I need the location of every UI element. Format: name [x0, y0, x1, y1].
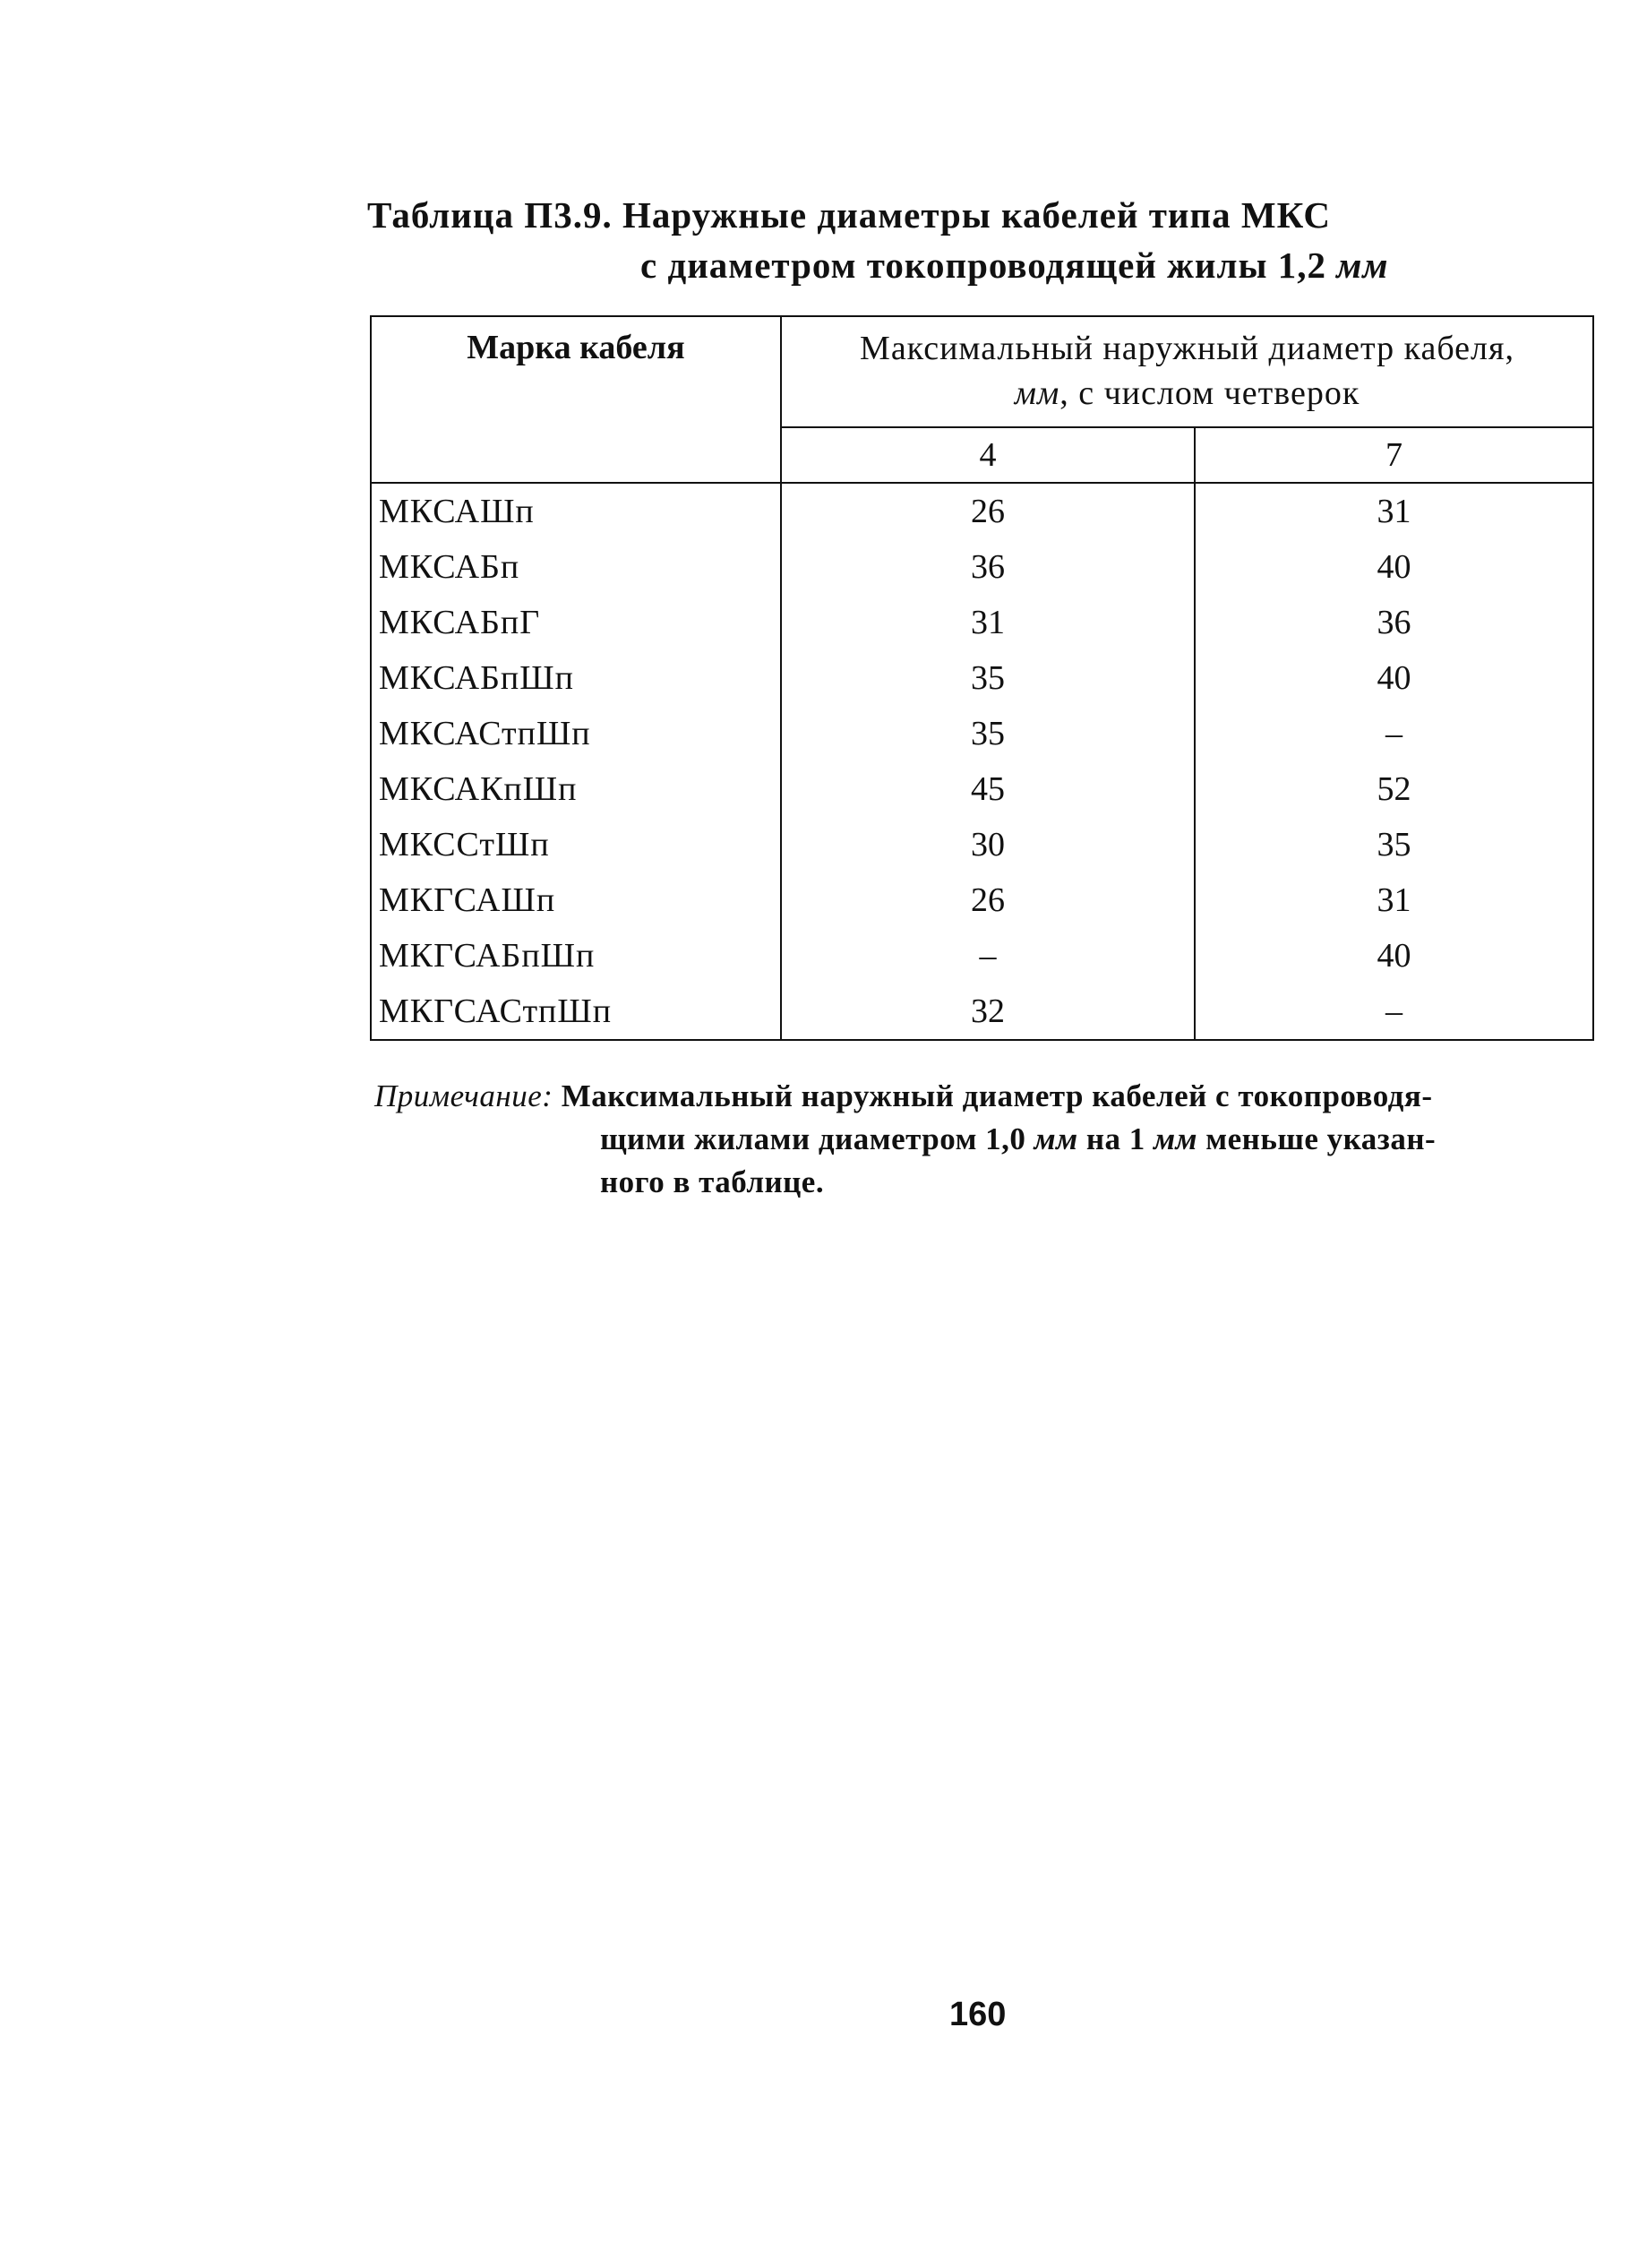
note-line-2 — [374, 1118, 1592, 1161]
column-header-4: 4 — [781, 427, 1195, 483]
caption-line-1: Таблица П3.9. Наружные диаметры кабелей типа МКС — [367, 194, 1331, 236]
cable-brand-cell: МКСАШп — [371, 483, 781, 539]
note-unit-2: мм — [1154, 1121, 1198, 1156]
diameter-7-cell: 40 — [1195, 539, 1593, 595]
table-row — [371, 706, 1593, 761]
diameter-7-cell: 40 — [1195, 650, 1593, 706]
diameter-7-cell: 52 — [1195, 761, 1593, 817]
table-note — [374, 1075, 1592, 1204]
note-line-3: ного в таблице. — [600, 1164, 825, 1199]
diameter-4-cell: 35 — [781, 706, 1195, 761]
caption-line-2 — [367, 240, 1514, 290]
diameter-4-cell: 45 — [781, 761, 1195, 817]
table-row — [371, 539, 1593, 595]
group-header-unit: мм — [1014, 374, 1060, 412]
diameter-4-cell: 26 — [781, 872, 1195, 928]
table-row — [371, 928, 1593, 984]
table-header-row — [371, 316, 1593, 427]
table-row — [371, 650, 1593, 706]
table-row — [371, 984, 1593, 1040]
cable-brand-cell: МКСАБпГ — [371, 595, 781, 650]
note-unit-1: мм — [1034, 1121, 1078, 1156]
table-row — [371, 595, 1593, 650]
cable-brand-cell: МКГСАСтпШп — [371, 984, 781, 1040]
note-line-1-text: Максимальный наружный диаметр кабелей с токопроводя- — [553, 1078, 1433, 1113]
diameter-7-cell: 35 — [1195, 817, 1593, 872]
diameter-7-cell: 31 — [1195, 872, 1593, 928]
diameter-7-cell: 40 — [1195, 928, 1593, 984]
column-header-7: 7 — [1195, 427, 1593, 483]
note-line-2-a: щими жилами диаметром 1,0 — [600, 1121, 1034, 1156]
diameter-7-cell: – — [1195, 984, 1593, 1040]
note-label: Примечание: — [374, 1078, 553, 1113]
table-row — [371, 817, 1593, 872]
cable-brand-cell: МКСАБп — [371, 539, 781, 595]
diameter-4-cell: 31 — [781, 595, 1195, 650]
brand-column-header: Марка кабеля — [371, 316, 781, 483]
note-line-2-b: на 1 — [1077, 1121, 1154, 1156]
cable-brand-cell: МКСАБпШп — [371, 650, 781, 706]
page-number: 160 — [949, 1996, 1007, 2033]
group-header-rest: , с числом четверок — [1059, 374, 1360, 412]
cable-brand-cell: МКГСАБпШп — [371, 928, 781, 984]
note-line-1 — [374, 1075, 1592, 1118]
diameter-7-cell: – — [1195, 706, 1593, 761]
caption-line-2-text: с диаметром токопроводящей жилы 1,2 — [640, 245, 1337, 286]
table-row — [371, 483, 1593, 539]
table-body — [371, 483, 1593, 1040]
diameter-7-cell: 31 — [1195, 483, 1593, 539]
table-caption — [367, 190, 1514, 290]
group-header-line-1: Максимальный наружный диаметр кабеля, — [860, 330, 1514, 367]
cable-diameter-table — [370, 315, 1594, 1041]
cable-brand-cell: МКССтШп — [371, 817, 781, 872]
diameter-4-cell: – — [781, 928, 1195, 984]
diameter-group-header — [781, 316, 1593, 427]
note-line-2-c: меньше указан- — [1197, 1121, 1437, 1156]
diameter-7-cell: 36 — [1195, 595, 1593, 650]
table-row — [371, 872, 1593, 928]
cable-brand-cell: МКГСАШп — [371, 872, 781, 928]
diameter-4-cell: 32 — [781, 984, 1195, 1040]
table-row — [371, 761, 1593, 817]
diameter-4-cell: 36 — [781, 539, 1195, 595]
cable-brand-cell: МКСАСтпШп — [371, 706, 781, 761]
diameter-4-cell: 26 — [781, 483, 1195, 539]
diameter-4-cell: 35 — [781, 650, 1195, 706]
cable-brand-cell: МКСАКпШп — [371, 761, 781, 817]
diameter-4-cell: 30 — [781, 817, 1195, 872]
caption-unit: мм — [1336, 245, 1389, 286]
